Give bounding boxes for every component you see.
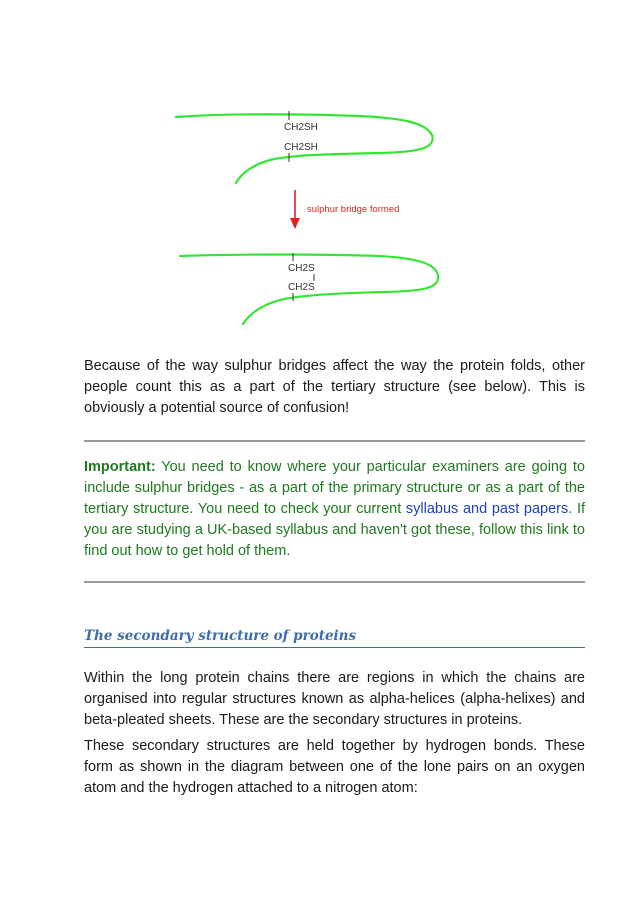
reaction-arrow-head (290, 218, 300, 229)
arrow-label: sulphur bridge formed (307, 204, 400, 215)
section-heading: The secondary structure of proteins (84, 628, 585, 648)
sulphur-bridge-diagram (0, 0, 638, 340)
top-label-2: CH2SH (284, 142, 318, 153)
important-text-1: You need to know where your particular examiners are going to include sulphur bridges - as a part of the primary structure or as a part of the tertiary structure. You need to check your current (84, 459, 585, 517)
divider-top (84, 440, 585, 442)
top-label-1: CH2SH (284, 122, 318, 133)
bottom-label-2: CH2S (288, 282, 315, 293)
important-text-2: . If you are studying a UK-based syllabus and haven't got these, follow this link to find out how to get hold of them. (84, 501, 586, 559)
bottom-label-1: CH2S (288, 263, 315, 274)
important-note (84, 457, 585, 562)
paragraph-hydrogen-bonds: These secondary structures are held together by hydrogen bonds. These form as shown in the diagram between one of the lone pairs on an oxygen atom and the hydrogen attached to a nitrogen atom: (84, 738, 585, 796)
paragraph-sulphur-confusion: Because of the way sulphur bridges affect the way the protein folds, other people count this as a part of the tertiary structure (see below). This is obviously a potential source of confusion! (84, 358, 585, 416)
syllabus-link[interactable]: syllabus and past papers (405, 501, 569, 517)
important-label: Important: (84, 459, 156, 475)
divider-bottom (84, 581, 585, 583)
paragraph-secondary-structure: Within the long protein chains there are regions in which the chains are organised into regular structures known as alpha-helices (alpha-helixes) and beta-pleated sheets. These are the secondary structures in proteins. (84, 670, 585, 728)
